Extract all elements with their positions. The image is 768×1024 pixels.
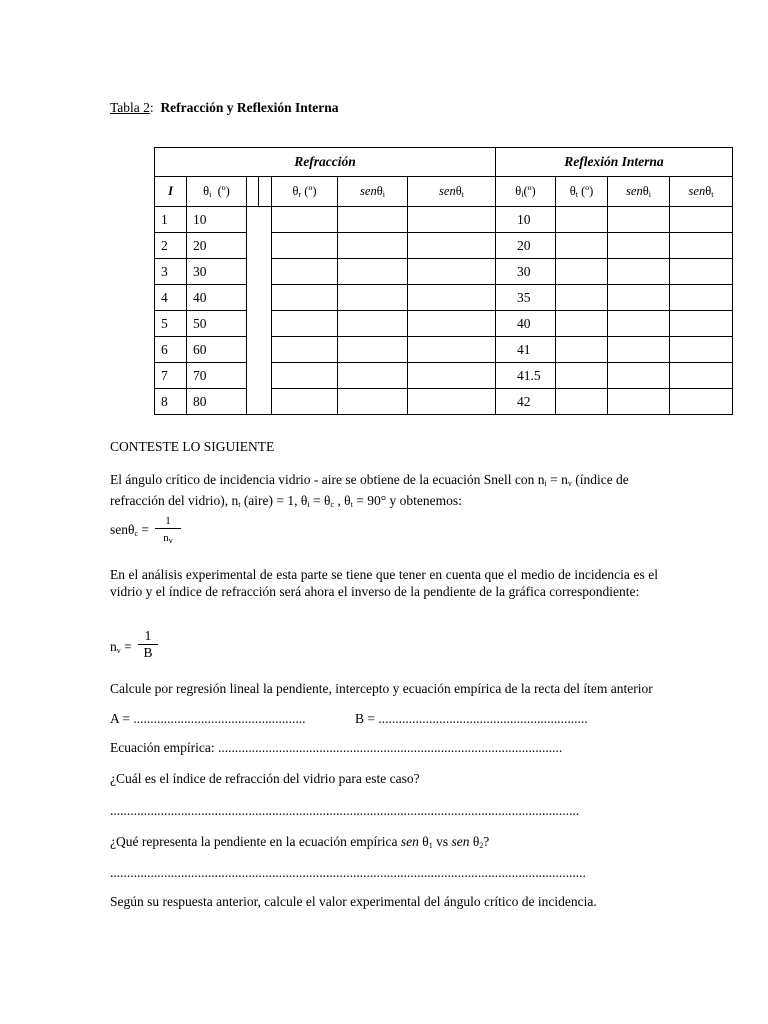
p1-sub: t [350, 500, 353, 509]
table-body [155, 207, 733, 415]
answer-a[interactable]: A = ................................................... [110, 711, 306, 726]
cell-sen-i[interactable] [338, 311, 408, 337]
cell-gap [259, 389, 272, 415]
cell-ri-theta-i: 35 [496, 285, 556, 311]
answer-empirical-equation[interactable]: Ecuación empírica: ...................................................................................................... [110, 740, 563, 755]
cell-ri-theta-t[interactable] [556, 207, 608, 233]
p1-sub: t [238, 500, 241, 509]
table-row [155, 337, 733, 363]
cell-sen-i[interactable] [338, 259, 408, 285]
p1-text: (índice de [571, 472, 629, 487]
cell-sen-t[interactable] [408, 337, 496, 363]
p1-text: = θ [309, 493, 331, 508]
table-row [155, 363, 733, 389]
cell-sen-t[interactable] [408, 285, 496, 311]
eq2-lhs-sub: v [116, 646, 121, 655]
p1-line2: refracción del vidrio), n [110, 493, 239, 508]
cell-gap [259, 311, 272, 337]
cell-sen-i[interactable] [338, 207, 408, 233]
cell-ri-theta-i: 10 [496, 207, 556, 233]
eq2-lhs: n [110, 639, 117, 654]
cell-theta-r[interactable] [272, 207, 338, 233]
col-header-sen-i: senθ$_i$ [338, 177, 408, 207]
cell-sen-i[interactable] [338, 389, 408, 415]
table-row [155, 207, 733, 233]
p1-text: , θ [334, 493, 351, 508]
p1-sub: i [544, 479, 547, 488]
cell-theta-i: 50 [187, 311, 247, 337]
caption-sep: : [149, 100, 154, 115]
p1-text: = 90° y obtenemos: [352, 493, 462, 508]
cell-ri-theta-i: 41 [496, 337, 556, 363]
cell-gap [247, 233, 259, 259]
table-row [155, 311, 733, 337]
cell-ri-sen-i[interactable] [608, 233, 670, 259]
q2-sub: 1 [428, 841, 433, 850]
cell-theta-i: 20 [187, 233, 247, 259]
cell-index: 2 [155, 233, 187, 259]
table-column-header-row [155, 177, 733, 207]
cell-ri-sen-t[interactable] [670, 233, 733, 259]
eq1-lhs: senθ [110, 522, 135, 537]
eq2-denominator: B [143, 645, 153, 660]
col-header-theta-i: $\theta_i$ (º) [187, 177, 247, 207]
cell-theta-i: 60 [187, 337, 247, 363]
col-header-sen-t: senθ$_t$ [408, 177, 496, 207]
section-title: CONTESTE LO SIGUIENTE [110, 439, 275, 454]
eq2-equals: = [120, 639, 132, 654]
cell-index: 1 [155, 207, 187, 233]
p1-text: = n [546, 472, 568, 487]
cell-ri-sen-i[interactable] [608, 259, 670, 285]
table-caption [110, 100, 339, 116]
eq1-lhs-sub: c [134, 529, 139, 538]
cell-ri-theta-i: 42 [496, 389, 556, 415]
p1-line1: El ángulo crítico de incidencia vidrio - aire se obtiene de la ecuación Snell con n [110, 472, 545, 487]
cell-gap [247, 363, 259, 389]
col-header-ri-theta-t: $\theta_t$ (º) [556, 177, 608, 207]
cell-ri-sen-i[interactable] [608, 363, 670, 389]
data-table [154, 147, 733, 415]
cell-gap [259, 207, 272, 233]
p1-sub: v [567, 479, 572, 488]
cell-ri-theta-t[interactable] [556, 363, 608, 389]
cell-index: 7 [155, 363, 187, 389]
cell-sen-t[interactable] [408, 233, 496, 259]
cell-sen-t[interactable] [408, 363, 496, 389]
q2-text: ? [483, 834, 490, 849]
equation-index [110, 639, 132, 655]
col-header-gap-1 [247, 177, 259, 207]
cell-gap [247, 207, 259, 233]
table-group-header-row [155, 148, 733, 177]
answer-b[interactable]: B = .............................................................. [355, 711, 588, 726]
fraction-2 [138, 628, 158, 661]
cell-ri-theta-t[interactable] [556, 285, 608, 311]
cell-theta-i: 80 [187, 389, 247, 415]
cell-gap [247, 311, 259, 337]
cell-gap [259, 337, 272, 363]
cell-gap [259, 233, 272, 259]
cell-ri-sen-t[interactable] [670, 337, 733, 363]
cell-theta-r[interactable] [272, 259, 338, 285]
cell-sen-i[interactable] [338, 285, 408, 311]
p1-text: (aire) = 1, θ [240, 493, 308, 508]
cell-theta-r[interactable] [272, 363, 338, 389]
cell-index: 5 [155, 311, 187, 337]
cell-theta-i: 70 [187, 363, 247, 389]
cell-sen-i[interactable] [338, 233, 408, 259]
caption-title: Refracción y Reflexión Interna [160, 100, 339, 115]
eq1-numerator: 1 [155, 515, 181, 529]
group-header-reflexion: Reflexión Interna [496, 148, 733, 177]
col-header-theta-r: $\theta_r$ (º) [272, 177, 338, 207]
equation-critical-angle [110, 522, 149, 538]
cell-sen-t[interactable] [408, 389, 496, 415]
q2-text: θ [469, 834, 480, 849]
fraction-1 [155, 515, 181, 547]
cell-sen-t[interactable] [408, 207, 496, 233]
group-header-refraccion: Refracción [155, 148, 496, 177]
cell-ri-sen-t[interactable] [670, 311, 733, 337]
table-row [155, 233, 733, 259]
cell-sen-t[interactable] [408, 311, 496, 337]
cell-ri-sen-t[interactable] [670, 389, 733, 415]
paragraph-snell [110, 471, 658, 513]
col-header-ri-theta-i: $\theta_i(º)$ [496, 177, 556, 207]
q2-text: θ [418, 834, 429, 849]
question-slope-meaning [110, 834, 489, 850]
q2-sen: sen [451, 834, 470, 849]
eq1-denominator: n [163, 532, 169, 544]
q2-text: vs [432, 834, 452, 849]
cell-ri-theta-t[interactable] [556, 337, 608, 363]
question-refraction-index: ¿Cuál es el índice de refracción del vidrio para este caso? [110, 771, 420, 786]
cell-ri-sen-t[interactable] [670, 285, 733, 311]
cell-ri-sen-t[interactable] [670, 363, 733, 389]
paragraph-regression: Calcule por regresión lineal la pendiente, intercepto y ecuación empírica de la recta del ítem anterior [110, 681, 653, 696]
cell-theta-i: 30 [187, 259, 247, 285]
cell-ri-sen-i[interactable] [608, 285, 670, 311]
col-header-ri-sen-t: senθ$_t$ [670, 177, 733, 207]
cell-ri-sen-t[interactable] [670, 207, 733, 233]
cell-ri-theta-t[interactable] [556, 311, 608, 337]
cell-sen-t[interactable] [408, 259, 496, 285]
answer-line-2[interactable]: ............................................................................................................................................. [110, 865, 586, 880]
cell-index: 4 [155, 285, 187, 311]
eq1-equals: = [138, 522, 150, 537]
eq2-numerator: 1 [138, 628, 158, 645]
cell-index: 8 [155, 389, 187, 415]
col-header-gap-2 [259, 177, 272, 207]
answer-line-1[interactable]: ........................................................................................................................................... [110, 803, 580, 818]
paragraph-analysis: En el análisis experimental de esta parte se tiene que tener en cuenta que el medio de incidencia es el vidrio y el índice de refracción será ahora el inverso de la pendiente de la gráfica correspondiente: [110, 567, 658, 599]
cell-ri-theta-i: 20 [496, 233, 556, 259]
table-row [155, 259, 733, 285]
table-row [155, 389, 733, 415]
p1-sub: c [330, 500, 335, 509]
cell-gap [247, 285, 259, 311]
cell-theta-r[interactable] [272, 337, 338, 363]
q2-sub: 2 [479, 841, 484, 850]
cell-theta-i: 10 [187, 207, 247, 233]
cell-gap [247, 337, 259, 363]
cell-ri-sen-i[interactable] [608, 311, 670, 337]
cell-gap [247, 389, 259, 415]
cell-ri-sen-i[interactable] [608, 337, 670, 363]
caption-prefix: Tabla 2 [110, 100, 150, 115]
q2-sen: sen [400, 834, 419, 849]
cell-gap [259, 363, 272, 389]
q2-text: ¿Qué representa la pendiente en la ecuación empírica [110, 834, 401, 849]
cell-theta-r[interactable] [272, 285, 338, 311]
cell-ri-theta-t[interactable] [556, 259, 608, 285]
table-row [155, 285, 733, 311]
cell-theta-r[interactable] [272, 389, 338, 415]
cell-index: 6 [155, 337, 187, 363]
cell-sen-i[interactable] [338, 363, 408, 389]
cell-ri-theta-i: 30 [496, 259, 556, 285]
col-header-i: I [155, 177, 187, 207]
cell-ri-theta-i: 40 [496, 311, 556, 337]
cell-ri-theta-i: 41.5 [496, 363, 556, 389]
question-critical-angle: Según su respuesta anterior, calcule el valor experimental del ángulo crítico de incidencia. [110, 894, 597, 909]
cell-theta-i: 40 [187, 285, 247, 311]
cell-ri-sen-t[interactable] [670, 259, 733, 285]
cell-theta-r[interactable] [272, 311, 338, 337]
eq1-denominator-sub: v [168, 536, 173, 545]
cell-theta-r[interactable] [272, 233, 338, 259]
cell-gap [247, 259, 259, 285]
cell-gap [259, 285, 272, 311]
cell-gap [259, 259, 272, 285]
cell-ri-sen-i[interactable] [608, 207, 670, 233]
col-header-ri-sen-i: senθ$_i$ [608, 177, 670, 207]
cell-ri-sen-i[interactable] [608, 389, 670, 415]
cell-sen-i[interactable] [338, 337, 408, 363]
cell-index: 3 [155, 259, 187, 285]
cell-ri-theta-t[interactable] [556, 233, 608, 259]
p1-sub: i [307, 500, 310, 509]
cell-ri-theta-t[interactable] [556, 389, 608, 415]
